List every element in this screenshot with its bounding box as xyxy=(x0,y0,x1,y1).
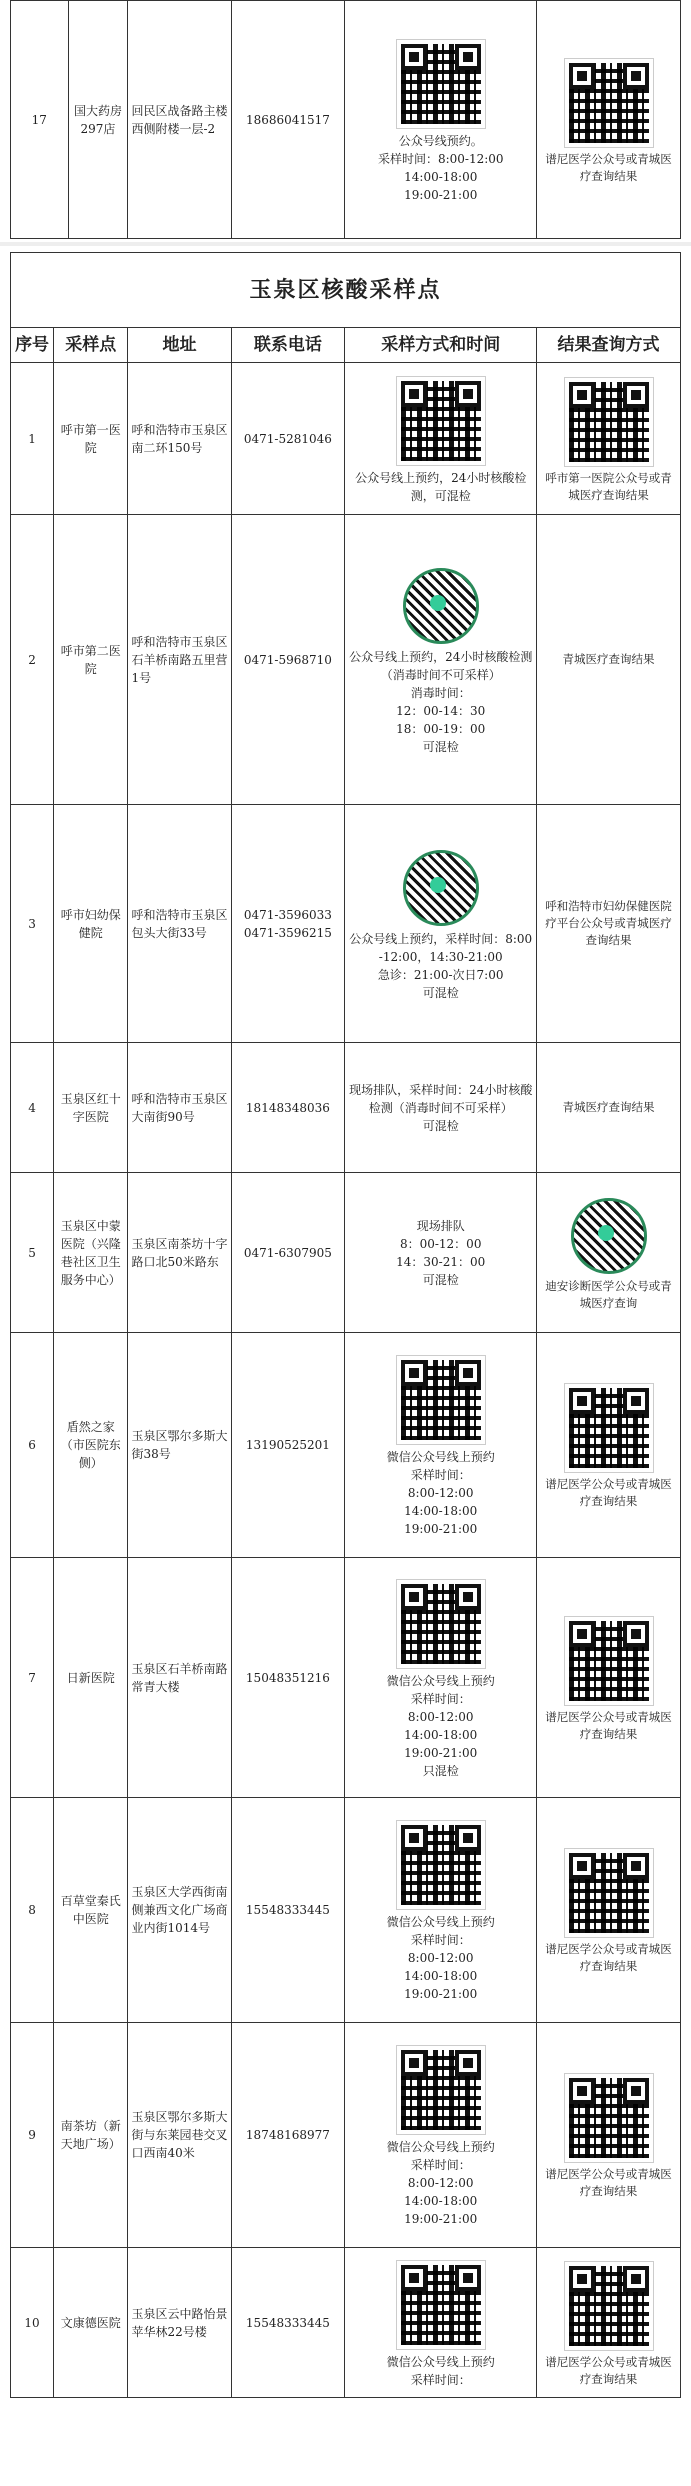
row-number: 3 xyxy=(11,805,54,1043)
result-cell: 谱尼医学公众号或青城医疗查询结果 xyxy=(537,1558,681,1798)
method-cell: 微信公众号线上预约 采样时间： 8:00-12:00 14:00-18:00 19:00-21:00 只混检 xyxy=(345,1558,537,1798)
site-name: 呼市妇幼保健院 xyxy=(54,805,128,1043)
method-cell: 现场排队 8：00-12：00 14：30-21：00 可混检 xyxy=(345,1173,537,1333)
header-site: 采样点 xyxy=(54,328,128,363)
site-phone: 15548333445 xyxy=(231,1798,345,2023)
row-number: 8 xyxy=(11,1798,54,2023)
table-row xyxy=(11,1798,681,2023)
result-cell: 谱尼医学公众号或青城医疗查询结果 xyxy=(537,1798,681,2023)
table-row xyxy=(11,805,681,1043)
site-name: 百草堂秦氏中医院 xyxy=(54,1798,128,2023)
result-cell: 谱尼医学公众号或青城医疗查询结果 xyxy=(537,2023,681,2248)
qr-code-icon xyxy=(397,1821,485,1909)
title-row xyxy=(11,253,681,328)
mini-program-code-icon xyxy=(403,850,479,926)
row-number: 2 xyxy=(11,515,54,805)
row-number: 7 xyxy=(11,1558,54,1798)
table-row xyxy=(11,1333,681,1558)
site-address: 玉泉区云中路怡景苹华林22号楼 xyxy=(128,2248,231,2398)
mini-program-code-icon xyxy=(571,1198,647,1274)
method-cell: 现场排队，采样时间：24小时核酸检测（消毒时间不可采样） 可混检 xyxy=(345,1043,537,1173)
result-cell: 谱尼医学公众号或青城医疗查询结果 xyxy=(537,1333,681,1558)
table-row xyxy=(11,1558,681,1798)
qr-code-icon xyxy=(565,378,653,466)
qr-code-icon xyxy=(397,1356,485,1444)
site-name: 国大药房297店 xyxy=(68,1,128,239)
table-row xyxy=(11,1043,681,1173)
qr-code-icon xyxy=(565,1849,653,1937)
site-name: 呼市第二医院 xyxy=(54,515,128,805)
qr-code-icon xyxy=(565,1384,653,1472)
qr-code-icon xyxy=(565,59,653,147)
table-row xyxy=(11,1,681,239)
site-name: 南茶坊（新天地广场） xyxy=(54,2023,128,2248)
header-result: 结果查询方式 xyxy=(537,328,681,363)
result-cell: 青城医疗查询结果 xyxy=(537,1043,681,1173)
qr-code-icon xyxy=(397,40,485,128)
result-cell: 呼市第一医院公众号或青城医疗查询结果 xyxy=(537,363,681,515)
site-address: 玉泉区鄂尔多斯大街与东莱园巷交叉口西南40米 xyxy=(128,2023,231,2248)
row-number: 6 xyxy=(11,1333,54,1558)
site-phone: 15548333445 xyxy=(231,2248,345,2398)
method-cell: 微信公众号线上预约 采样时间： 8:00-12:00 14:00-18:00 19:00-21:00 xyxy=(345,2023,537,2248)
qr-code-icon xyxy=(397,2261,485,2349)
site-name: 日新医院 xyxy=(54,1558,128,1798)
site-name: 玉泉区红十字医院 xyxy=(54,1043,128,1173)
site-address: 玉泉区大学西街南侧兼西文化广场商业内街1014号 xyxy=(128,1798,231,2023)
site-phone: 18686041517 xyxy=(231,1,345,239)
table-row xyxy=(11,1173,681,1333)
result-cell: 呼和浩特市妇幼保健医院疗平台公众号或青城医疗查询结果 xyxy=(537,805,681,1043)
table-row xyxy=(11,2023,681,2248)
qr-code-icon xyxy=(397,2046,485,2134)
result-cell: 青城医疗查询结果 xyxy=(537,515,681,805)
qr-code-icon xyxy=(565,2262,653,2350)
row-number: 9 xyxy=(11,2023,54,2248)
row-number: 17 xyxy=(11,1,69,239)
table-row xyxy=(11,2248,681,2398)
site-phone: 0471-6307905 xyxy=(231,1173,345,1333)
method-cell: 微信公众号线上预约 采样时间： 8:00-12:00 14:00-18:00 19:00-21:00 xyxy=(345,1798,537,2023)
site-phone: 0471-5281046 xyxy=(231,363,345,515)
site-address: 玉泉区南茶坊十字路口北50米路东 xyxy=(128,1173,231,1333)
site-address: 呼和浩特市玉泉区包头大街33号 xyxy=(128,805,231,1043)
site-address: 玉泉区石羊桥南路常青大楼 xyxy=(128,1558,231,1798)
row-number: 1 xyxy=(11,363,54,515)
header-address: 地址 xyxy=(128,328,231,363)
header-row xyxy=(11,328,681,363)
site-name: 玉泉区中蒙医院（兴隆巷社区卫生服务中心） xyxy=(54,1173,128,1333)
row-number: 10 xyxy=(11,2248,54,2398)
site-name: 呼市第一医院 xyxy=(54,363,128,515)
row-number: 5 xyxy=(11,1173,54,1333)
qr-code-icon xyxy=(565,1617,653,1705)
site-phone: 18148348036 xyxy=(231,1043,345,1173)
site-phone: 15048351216 xyxy=(231,1558,345,1798)
page-divider xyxy=(0,242,691,246)
sampling-table xyxy=(10,252,681,2398)
header-method: 采样方式和时间 xyxy=(345,328,537,363)
site-phone: 0471-5968710 xyxy=(231,515,345,805)
header-phone: 联系电话 xyxy=(231,328,345,363)
top-fragment-table xyxy=(10,0,681,239)
qr-code-icon xyxy=(397,1580,485,1668)
site-address: 呼和浩特市玉泉区大南街90号 xyxy=(128,1043,231,1173)
method-cell: 公众号线上预约，24小时核酸检测（消毒时间不可采样） 消毒时间： 12：00-14：30 18：00-19：00 可混检 xyxy=(345,515,537,805)
header-no: 序号 xyxy=(11,328,54,363)
site-name: 盾然之家（市医院东侧） xyxy=(54,1333,128,1558)
method-cell: 公众号线上预约，采样时间：8:00-12:00，14:30-21:00 急诊：21:00-次日7:00 可混检 xyxy=(345,805,537,1043)
result-cell: 谱尼医学公众号或青城医疗查询结果 xyxy=(537,1,681,239)
method-cell: 公众号线上预约，24小时核酸检测，可混检 xyxy=(345,363,537,515)
qr-code-icon xyxy=(397,377,485,465)
mini-program-code-icon xyxy=(403,568,479,644)
page-title: 玉泉区核酸采样点 xyxy=(11,253,681,328)
site-address: 回民区战备路主楼西侧附楼一层-2 xyxy=(128,1,231,239)
table-row xyxy=(11,363,681,515)
site-phone: 18748168977 xyxy=(231,2023,345,2248)
qr-code-icon xyxy=(565,2074,653,2162)
result-cell: 迪安诊断医学公众号或青城医疗查询 xyxy=(537,1173,681,1333)
result-cell: 谱尼医学公众号或青城医疗查询结果 xyxy=(537,2248,681,2398)
site-address: 玉泉区鄂尔多斯大街38号 xyxy=(128,1333,231,1558)
table-row xyxy=(11,515,681,805)
site-phone: 0471-3596033 0471-3596215 xyxy=(231,805,345,1043)
site-name: 文康德医院 xyxy=(54,2248,128,2398)
method-cell: 公众号线预约。 采样时间：8:00-12:00 14:00-18:00 19:00-21:00 xyxy=(345,1,537,239)
site-address: 呼和浩特市玉泉区南二环150号 xyxy=(128,363,231,515)
method-cell: 微信公众号线上预约 采样时间： xyxy=(345,2248,537,2398)
method-cell: 微信公众号线上预约 采样时间： 8:00-12:00 14:00-18:00 19:00-21:00 xyxy=(345,1333,537,1558)
row-number: 4 xyxy=(11,1043,54,1173)
site-address: 呼和浩特市玉泉区石羊桥南路五里营1号 xyxy=(128,515,231,805)
site-phone: 13190525201 xyxy=(231,1333,345,1558)
